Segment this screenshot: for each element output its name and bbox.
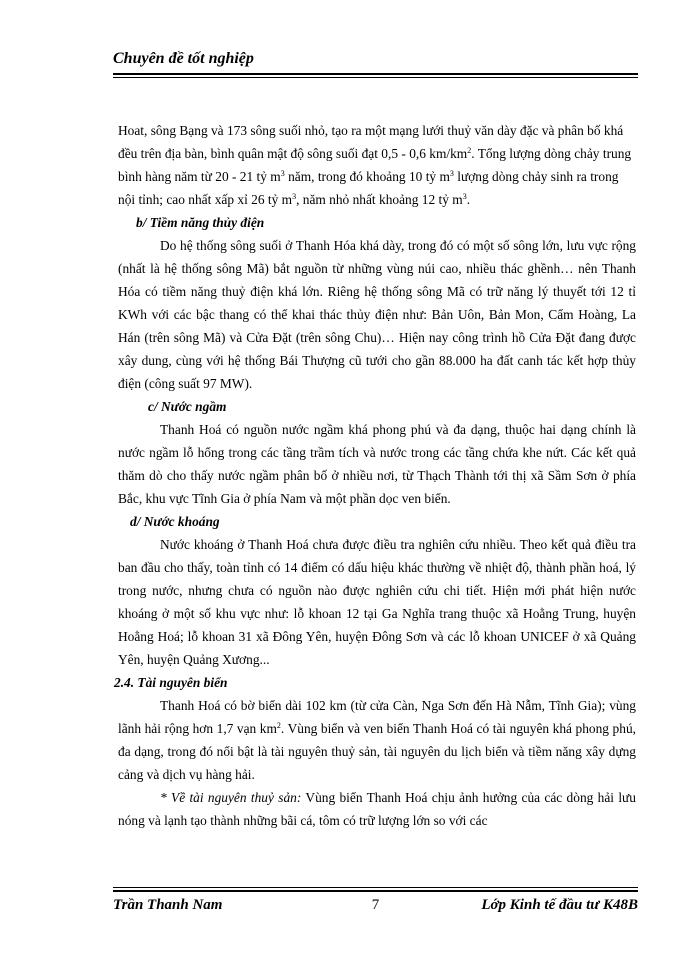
heading-mineral-water: d/ Nước khoáng <box>130 514 220 529</box>
paragraph-hydrology: Hoat, sông Bạng và 173 sông suối nhỏ, tạo ra một mạng lưới thuỷ văn dày đặc và phân bố khá đều trên địa bàn, bình quân mật độ sông suối đạt 0,5 - 0,6 $km/km^2$. Tổng lượng dòng chảy trung bình hàng năm từ 20 - 21 tỷ $m^3$ năm, trong đó khoảng 10 tỷ $m^3$ lượng dòng chảy sinh ra trong nội tỉnh; cao nhất xấp xỉ 26 tỷ $m^3$, năm nhỏ nhất khoảng 12 tỷ $m^3$. <box>118 123 632 207</box>
footer-page-number: 7 <box>371 897 380 913</box>
page-footer <box>113 894 638 916</box>
footer-rule-thin <box>113 887 638 888</box>
paragraph-fishery: * Về tài nguyên thuỷ sản: Vùng biển Thanh Hoá chịu ảnh hưởng của các dòng hải lưu nóng và lạnh tạo thành những bãi cá, tôm có trữ lượng lớn so với các <box>118 790 636 828</box>
header-rule-thin <box>113 77 638 78</box>
footer-class: Lớp Kinh tế đầu tư K48B <box>481 897 638 913</box>
heading-groundwater: c/ Nước ngầm <box>148 399 227 414</box>
paragraph-mineral-water: Nước khoáng ở Thanh Hoá chưa được điều tra nghiên cứu nhiều. Theo kết quả điều tra ban đầu cho thấy, toàn tỉnh có 14 điểm có dấu hiệu khác thường về nhiệt độ, thành phần hoá, lý trong nước, nhưng chưa có nguồn nào được nghiên cứu chi tiết. Hiện mới phát hiện nước khoáng ở một số khu vực như: lỗ khoan 12 tại Ga Nghĩa trang thuộc xã Hoằng Trung, huyện Hoằng Hoá; lỗ khoan 31 xã Đông Yên, huyện Đông Sơn và các lỗ khoan UNICEF ở xã Quảng Yên, huyện Quảng Xương... <box>118 537 636 667</box>
paragraph-groundwater: Thanh Hoá có nguồn nước ngầm khá phong phú và đa dạng, thuộc hai dạng chính là nước ngầm lỗ hổng trong các tầng trầm tích và nước trong các tầng chứa khe nứt. Các kết quả thăm dò cho thấy nước ngầm phân bố ở nhiều nơi, từ Thạch Thành tới thị xã Sầm Sơn ở phía Bắc, khu vực Tĩnh Gia ở phía Nam và một phần dọc ven biển. <box>118 422 636 506</box>
header-rule <box>113 73 638 75</box>
heading-hydropower: b/ Tiềm năng thủy điện <box>136 215 265 230</box>
footer-author: Trần Thanh Nam <box>113 897 223 913</box>
document-body <box>114 119 636 832</box>
paragraph-marine-resources: Thanh Hoá có bờ biển dài 102 km (từ cửa Càn, Nga Sơn đến Hà Nẫm, Tĩnh Gia); vùng lãnh hải rộng hơn 1,7 vạn $km^2$. Vùng biển và ven biển Thanh Hoá có tài nguyên khá phong phú, đa dạng, trong đó nổi bật là tài nguyên thuỷ sản, tài nguyên du lịch biển và tiềm năng xây dựng cảng và dịch vụ hàng hải. <box>118 698 636 782</box>
page-header-title: Chuyên đề tốt nghiệp <box>113 50 254 67</box>
paragraph-hydropower: Do hệ thống sông suối ở Thanh Hóa khá dày, trong đó có một số sông lớn, lưu vực rộng (nhất là hệ thống sông Mã) bắt nguồn từ những vùng núi cao, nhiều thác ghềnh… nên Thanh Hóa có tiềm năng thuỷ điện khá lớn. Riêng hệ thống sông Mã có trữ năng lý thuyết tới 12 tỉ KWh với các bậc thang có thể khai thác thủy điện như: Bản Uôn, Bản Mon, Cẩm Hoàng, La Hán (trên sông Mã) và Cửa Đặt (trên sông Chu)… Hiện nay công trình hồ Cửa Đặt đang được xây dung, cùng với hệ thống Bái Thượng cũ tưới cho gần 88.000 ha đất canh tác kết hợp thủy điện (công suất 97 MW). <box>118 238 636 391</box>
footer-rule <box>113 890 638 892</box>
heading-marine-resources: 2.4. Tài nguyên biển <box>114 675 228 690</box>
fishery-lead: * Về tài nguyên thuỷ sản: <box>160 790 302 805</box>
